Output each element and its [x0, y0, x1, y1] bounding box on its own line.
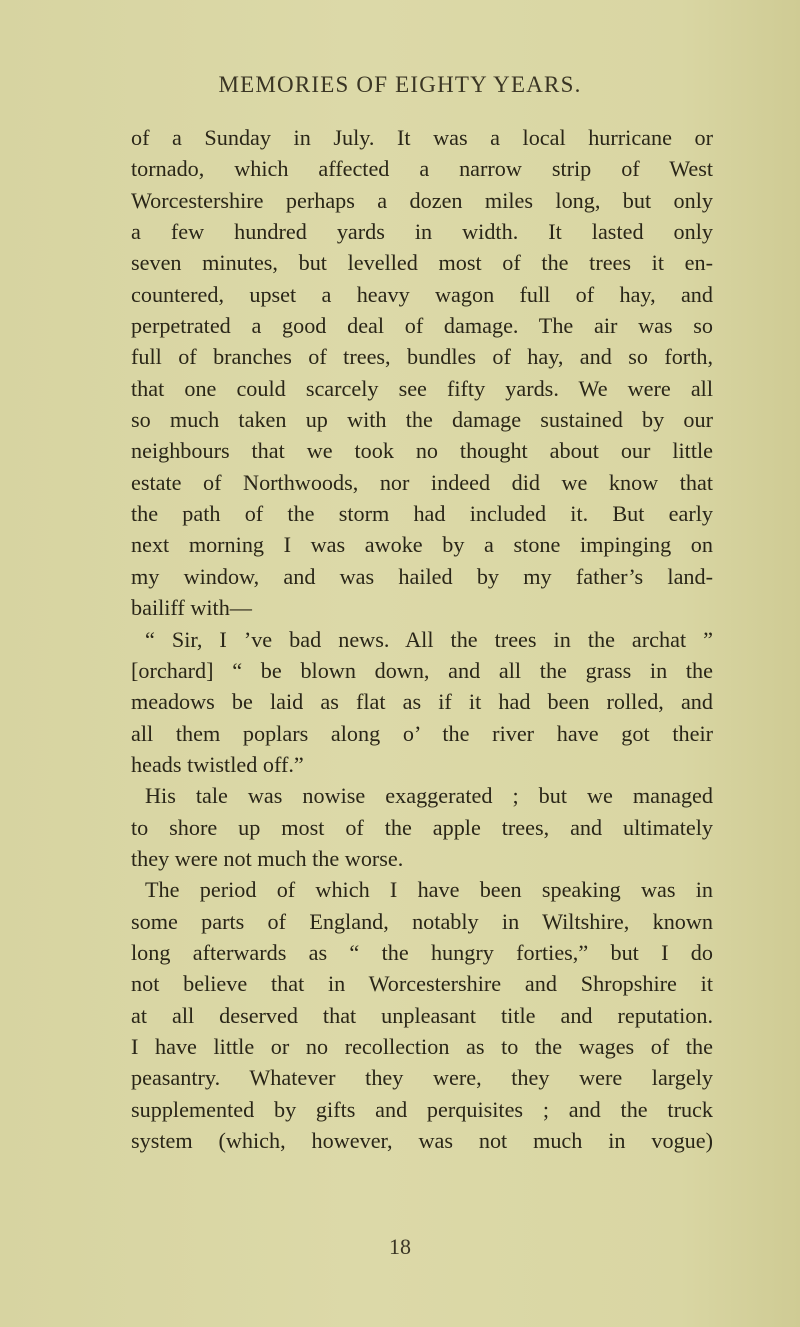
text-line: a few hundred yards in width. It lasted only [131, 219, 713, 245]
text-line: countered, upset a heavy wagon full of hay, and [131, 281, 713, 307]
text-line: Worcestershire perhaps a dozen miles long, but only [131, 187, 713, 213]
page-number: 18 [389, 1234, 411, 1259]
text-line: some parts of England, notably in Wiltshire, known [131, 908, 713, 934]
text-line: The period of which I have been speaking was in [145, 877, 713, 903]
text-line: His tale was nowise exaggerated ; but we managed [145, 783, 713, 809]
text-line: long afterwards as “ the hungry forties,” but I do [131, 939, 713, 965]
text-line: neighbours that we took no thought about our little [131, 438, 713, 464]
text-line: that one could scarcely see fifty yards. We were all [131, 375, 713, 401]
text-line: next morning I was awoke by a stone impinging on [131, 532, 713, 558]
text-line: bailiff with— [131, 595, 252, 621]
text-line: full of branches of trees, bundles of hay, and so forth, [131, 344, 713, 370]
text-line: my window, and was hailed by my father’s land- [131, 563, 713, 589]
text-line: they were not much the worse. [131, 845, 404, 871]
text-line: meadows be laid as flat as if it had been rolled, and [131, 689, 713, 715]
text-line: the path of the storm had included it. But early [131, 501, 713, 527]
text-line: to shore up most of the apple trees, and ultimately [131, 814, 713, 840]
text-line: supplemented by gifts and perquisites ; and the truck [131, 1096, 713, 1122]
text-line: [orchard] “ be blown down, and all the grass in the [131, 657, 713, 683]
text-line: “ Sir, I ’ve bad news. All the trees in the archat ” [145, 626, 713, 652]
running-head: MEMORIES OF EIGHTY YEARS. [218, 72, 582, 97]
text-line: estate of Northwoods, nor indeed did we know that [131, 469, 713, 495]
text-line: peasantry. Whatever they were, they were largely [131, 1065, 713, 1091]
text-line: all them poplars along o’ the river have got their [131, 720, 713, 746]
text-line: at all deserved that unpleasant title and reputation. [131, 1002, 713, 1028]
body-text [131, 122, 713, 1156]
text-line: tornado, which affected a narrow strip of West [131, 156, 713, 182]
text-line: perpetrated a good deal of damage. The air was so [131, 313, 713, 339]
text-line: of a Sunday in July. It was a local hurricane or [131, 125, 713, 150]
text-line: seven minutes, but levelled most of the trees it en- [131, 250, 713, 276]
text-line: not believe that in Worcestershire and Shropshire it [131, 971, 713, 997]
text-line: so much taken up with the damage sustained by our [131, 407, 713, 433]
text-line: I have little or no recollection as to the wages of the [131, 1033, 713, 1059]
text-line: heads twistled off.” [131, 751, 304, 777]
text-line: system (which, however, was not much in vogue) [131, 1128, 713, 1153]
